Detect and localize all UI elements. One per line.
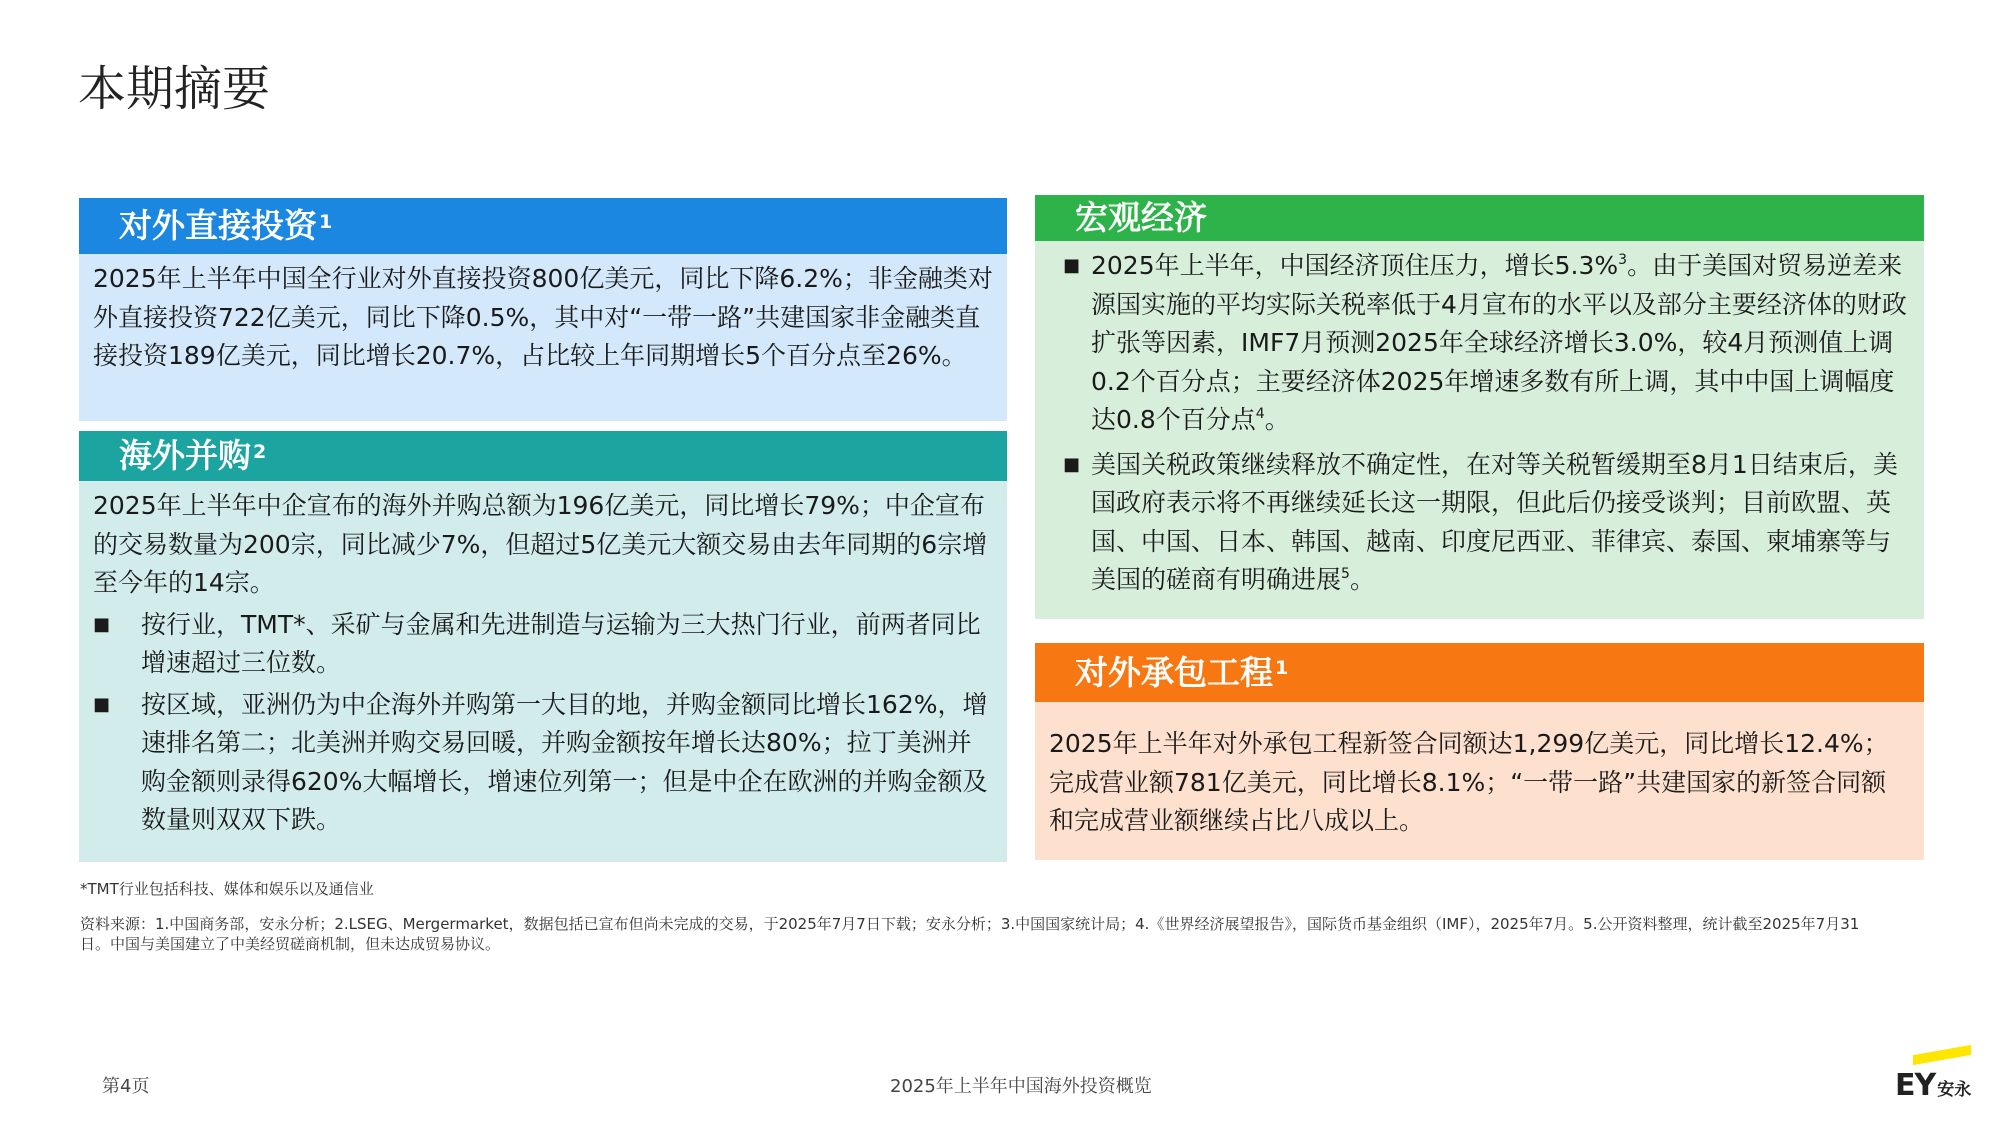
- macro-b2-sup: 5: [1341, 566, 1350, 582]
- contract-heading: [1035, 643, 1924, 702]
- macro-bullet-list: [1049, 247, 1910, 600]
- ma-heading: [79, 431, 1007, 481]
- bullet-square-icon: ■: [93, 613, 111, 635]
- ey-logo-cn: 安永: [1937, 1080, 1972, 1100]
- page-number: 第4页: [102, 1076, 150, 1097]
- ma-section: [79, 431, 1007, 862]
- ma-heading-text: 海外并购: [119, 436, 251, 475]
- contract-heading-text: 对外承包工程: [1075, 653, 1273, 692]
- macro-body: [1035, 241, 1924, 619]
- macro-b1-text-3: 。: [1264, 405, 1290, 434]
- bullet-square-icon: ■: [1063, 453, 1081, 475]
- fdi-heading: [79, 198, 1007, 254]
- macro-bullet-growth: [1049, 247, 1910, 440]
- ma-bullet-region: [93, 686, 993, 840]
- macro-b1-sup-2: 4: [1255, 406, 1265, 422]
- fdi-body: 2025年上半年中国全行业对外直接投资800亿美元，同比下降6.2%；非金融类对外直接投资722亿美元，同比下降0.5%，其中对“一带一路”共建国家非金融类直接投资189亿美元，同比增长20.7%，占比较上年同期增长5个百分点至26%。: [79, 254, 1007, 421]
- fdi-heading-sup: 1: [319, 211, 333, 233]
- macro-bullet-tariff: [1049, 446, 1910, 600]
- contract-heading-sup: 1: [1275, 657, 1289, 679]
- fdi-section: [79, 198, 1007, 421]
- bullet-square-icon: ■: [1063, 255, 1081, 276]
- macro-b1-text-1: 2025年上半年，中国经济顶住压力，增长5.3%: [1091, 251, 1619, 280]
- macro-heading: 宏观经济: [1035, 195, 1924, 241]
- macro-b1-text-2: 。由于美国对贸易逆差来源国实施的平均实际关税率低于4月宣布的水平以及部分主要经济体的财政扩张等因素，IMF7月预测2025年全球经济增长3.0%，较4月预测值上调0.2个百分点；主要经济体2025年增速多数有所上调，其中中国上调幅度达0.8个百分点: [1091, 251, 1907, 434]
- page-title: 本期摘要: [78, 61, 271, 117]
- ma-intro: 2025年上半年中企宣布的海外并购总额为196亿美元，同比增长79%；中企宣布的交易数量为200宗，同比减少7%，但超过5亿美元大额交易由去年同期的6宗增至今年的14宗。: [93, 491, 988, 597]
- sources-note: 资料来源：1.中国商务部，安永分析；2.LSEG、Mergermarket，数据包括已宣布但尚未完成的交易，于2025年7月7日下载；安永分析；3.中国国家统计局；4.《世界经济展望报告》，国际货币基金组织（IMF），2025年7月。5.公开资料整理，统计截至2025年7月31日。中国与美国建立了中美经贸磋商机制，但未达成贸易协议。: [80, 915, 1860, 953]
- ey-logo-bar-icon: [1913, 1045, 1971, 1065]
- report-title: 2025年上半年中国海外投资概览: [890, 1076, 1152, 1097]
- ma-bullet-list: [93, 606, 993, 840]
- ey-logo: [1895, 1044, 1975, 1103]
- ma-bullet-text: 按区域，亚洲仍为中企海外并购第一大目的地，并购金额同比增长162%，增速排名第二；北美洲并购交易回暖，并购金额按年增长达80%；拉丁美洲并购金额则录得620%大幅增长，增速位列第一；但是中企在欧洲的并购金额及数量则双双下跌。: [141, 689, 988, 834]
- contract-body: 2025年上半年对外承包工程新签合同额达1,299亿美元，同比增长12.4%；完成营业额781亿美元，同比增长8.1%；“一带一路”共建国家的新签合同额和完成营业额继续占比八成以上。: [1035, 702, 1924, 860]
- ey-logo-mark: EY: [1895, 1068, 1936, 1103]
- fdi-heading-text: 对外直接投资: [119, 206, 317, 245]
- ma-heading-sup: 2: [253, 441, 267, 463]
- ma-bullet-industry: [93, 606, 993, 683]
- macro-b2-text-1: 美国关税政策继续释放不确定性，在对等关税暂缓期至8月1日结束后，美国政府表示将不再继续延长这一期限，但此后仍接受谈判；目前欧盟、英国、中国、日本、韩国、越南、印度尼西亚、菲律宾、泰国、柬埔寨等与美国的磋商有明确进展: [1091, 449, 1898, 594]
- ma-body: [79, 481, 1007, 862]
- macro-b1-sup-1: 3: [1618, 252, 1628, 268]
- bullet-square-icon: ■: [93, 693, 111, 715]
- macro-b2-text-2: 。: [1349, 565, 1375, 594]
- ma-bullet-text: 按行业，TMT*、采矿与金属和先进制造与运输为三大热门行业，前两者同比增速超过三位数。: [141, 609, 981, 677]
- ey-logo-text: [1895, 1068, 1971, 1103]
- macro-section: [1035, 195, 1924, 619]
- tmt-footnote: *TMT行业包括科技、媒体和娱乐以及通信业: [80, 880, 374, 898]
- contract-section: [1035, 643, 1924, 860]
